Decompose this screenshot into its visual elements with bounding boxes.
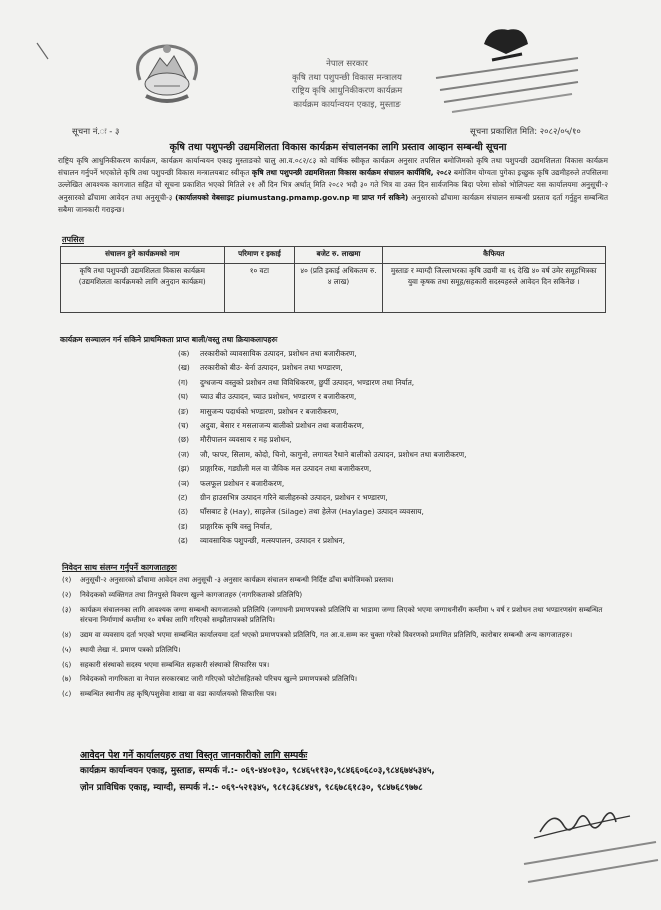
office-stamp-icon: [432, 18, 582, 118]
documents-list: [62, 575, 612, 704]
item-label: (७): [62, 674, 72, 684]
item-text: ग्रीन हाउसभित्र उत्पादन गरिने बालीहरुको उत्पादन, प्रशोधन र भण्डारण,: [200, 492, 388, 502]
tapsil-heading: तपसिल: [62, 235, 85, 244]
list-item: [178, 477, 467, 491]
list-item: [62, 630, 612, 641]
list-item: [62, 590, 612, 601]
item-text: कार्यक्रम संचालनका लागि आवश्यक जग्गा सम्बन्धी कागजातको प्रतिलिपि (जग्गाधनी प्रमाणपत्रको प्रतिलिपि वा भाडामा जग्गा लिएको भएमा जग्गाधनीसँग कम्तीमा ५ वर्ष र प्रशोधन तथा भण्डारणसंग सम्बन्धित संरचना निर्माणार्थ कम्तीमा १० वर्षका लागि गरिएको सम्झौतापत्रको प्रतिलिपि।: [80, 604, 603, 625]
item-text: सम्बन्धित स्थानीय तह कृषि/पशुसेवा शाखा वा वडा कार्यालयको सिफारिस पत्र।: [80, 689, 277, 699]
column-header: संचालन हुने कार्यक्रमको नाम: [61, 247, 225, 264]
list-item: [178, 534, 467, 548]
item-text: दुग्धजन्य वस्तुको प्रशोधन तथा विविधिकरण, छुर्पी उत्पादन, भण्डारण तथा निर्यात,: [200, 377, 415, 387]
item-text: तरकारीको व्यावसायिक उत्पादन, प्रशोधन तथा बजारीकरण,: [200, 349, 357, 358]
activities-list: [178, 347, 467, 548]
header-line: राष्ट्रिय कृषि आधुनिकीकरण कार्यक्रम: [291, 86, 403, 96]
header-line: नेपाल सरकार: [326, 59, 368, 69]
list-item: [178, 405, 467, 419]
item-label: (२): [62, 589, 72, 599]
office-header: [262, 58, 432, 112]
item-text: च्याउ बीउ उत्पादन, च्याउ प्रशोधन, भण्डारण र बजारीकरण,: [200, 392, 357, 402]
item-label: (छ): [178, 435, 189, 445]
item-label: (५): [62, 644, 72, 654]
notice-number: सूचना नं.ः - ३: [72, 127, 120, 137]
list-item: [178, 376, 467, 390]
item-text: मौरीपालन व्यवसाय र मह प्रशोधन,: [200, 435, 292, 445]
item-label: (ढ): [178, 536, 188, 546]
intro-text: बमोजिम योग्यता पुगेका इच्छुक कृषि उद्यमीहरुले तपसिलमा उल्लेखित आवश्यक कागजात सहित यो सूचना प्रकाशित भएको मितिले २१ औं दिन भित्र अर्थात् मिति २०८२ भदौ ३० गते भित्र वा उक्त दिन सार्वजनिक बिदा परेमा सोको भोलिपल्ट यस कार्यालयमा अनुसूची-२ अनुसारको ढाँचामा आवेदन तथा अनुसूची-३: [58, 168, 608, 202]
table-cell: ४० (प्रति इकाई अधिकतम रु. ४ लाख): [295, 264, 382, 313]
signature-stamp-icon: [520, 802, 660, 902]
column-header: कैफियत: [382, 247, 605, 264]
column-header: परिमाण र इकाई: [224, 247, 295, 264]
intro-bold: कृषि तथा पशुपन्छी उद्यमशिलता विकास कार्यक्रम संचालन कार्यविधि, २०८२: [251, 168, 452, 178]
item-text: मासुजन्य पदार्थको भण्डारण, प्रशोधन र बजारीकरण,: [200, 406, 339, 416]
list-item: [62, 689, 612, 700]
table-header-row: [61, 247, 606, 264]
item-label: (ङ): [178, 406, 189, 416]
list-item: [178, 491, 467, 505]
item-label: (झ): [178, 464, 190, 474]
list-item: [178, 390, 467, 404]
notice-title: कृषि तथा पशुपन्छी उद्यमशिलता विकास कार्यक्रम संचालनका लागि प्रस्ताव आव्हान सम्बन्धी सूचना: [169, 142, 507, 153]
item-text: जौ, फापर, सिलाम, कोदो, चिनो, कागुनो, लगायत रैथाने बालीको उत्पादन, प्रशोधन तथा बजारीकरण,: [200, 449, 467, 459]
table-cell: मुस्ताङ र म्याग्दी जिल्लाभरका कृषि उद्यमी वा १६ देखि ४० वर्ष उमेर समूहभित्रका युवा कृषक तथा समूह/सहकारी सदस्यहरुले आवेदन दिन सकिनेछ ।: [382, 264, 605, 313]
item-text: फलफूल प्रशोधन र बजारीकरण,: [200, 478, 285, 488]
item-text: सहकारी संस्थाको सदस्य भएमा सम्बन्धित सहकारी संस्थाको सिफारिस पत्र।: [80, 659, 270, 669]
contact-line: ज़ोन प्राविधिक एकाइ, म्याग्दी, सम्पर्क नं.:- ०६९-५२१३४५, ९८१८३६८४४९, ९८६७८६१८३०, ९८४७६८९७७८: [80, 783, 423, 793]
item-text: घाँसबाट हे (Hay), साइलेज (Silage) तथा हेलेज (Haylage) उत्पादन व्यवसाय,: [200, 507, 424, 517]
item-label: (ज): [178, 449, 190, 459]
list-item: [62, 605, 612, 626]
header-line: कार्यक्रम कार्यान्वयन एकाइ, मुस्ताङ: [293, 99, 401, 110]
list-item: [62, 674, 612, 685]
item-label: (८): [62, 689, 72, 699]
list-item: [178, 520, 467, 534]
list-item: [62, 660, 612, 671]
item-label: (च): [178, 420, 189, 430]
item-label: (ठ): [178, 507, 189, 517]
activities-title: कार्यक्रम सञ्चालन गर्न सकिने प्राथमिकता प्राप्त बाली/वस्तु तथा क्रियाकलापहरुः: [60, 335, 278, 344]
item-label: (ट): [178, 492, 188, 502]
item-text: प्राङ्गारिक कृषि वस्तु निर्यात,: [200, 521, 273, 531]
item-text: प्राङ्गारिक, गड्यौली मल वा जैविक मल उत्पादन तथा बजारीकरण,: [200, 464, 372, 474]
item-label: (१): [62, 575, 72, 584]
publish-date: सूचना प्रकाशित मिति: २०८२/०५/१०: [470, 127, 581, 137]
list-item: [178, 462, 467, 476]
table-cell: कृषि तथा पशुपन्छी उद्यमशिलता विकास कार्यक्रम (उद्यमशिलता कार्यक्रमको लागि अनुदान कार्यक्रम): [61, 264, 225, 313]
list-item: [178, 448, 467, 462]
list-item: [178, 347, 467, 361]
intro-paragraph: [58, 155, 608, 216]
contact-title: आवेदन पेश गर्ने कार्यालयहरु तथा विस्तृत जानकारीको लागि सम्पर्कः: [80, 750, 308, 761]
item-label: (६): [62, 659, 72, 669]
documents-title: निवेदन साथ संलग्न गर्नुपर्ने कागजातहरुः: [62, 563, 177, 572]
header-line: कृषि तथा पशुपन्छी विकास मन्त्रालय: [292, 72, 402, 83]
pen-mark-icon: [36, 42, 50, 60]
item-text: अदुवा, बेसार र मसलाजन्य बालीको प्रशोधन तथा बजारीकरण,: [200, 420, 365, 430]
intro-bold: (कार्यालयको वेबसाइट piumustang.pmamp.gov.np मा प्राप्त गर्न सकिने): [175, 192, 409, 202]
list-item: [178, 419, 467, 433]
item-label: (ग): [178, 377, 188, 387]
list-item: [62, 575, 612, 586]
item-label: (ञ): [178, 478, 190, 488]
program-table: [60, 246, 606, 313]
list-item: [178, 361, 467, 375]
item-text: निवेदकको व्यक्तिगत तथा तिनपुस्ते विवरण खुल्ने कागजातहरु (नागरिकताको प्रतिलिपि): [80, 589, 303, 599]
contact-line: कार्यक्रम कार्यान्वयन एकाइ, मुस्ताङ, सम्पर्क नं.:- ०६९-४४०१३०, ९८४६५११३०,९८४६६०६८०३,९८४६७४५३४५,: [80, 766, 435, 776]
intro-text: राष्ट्रिय कृषि आधुनिकीकरण कार्यक्रम, कार्यक्रम कार्यान्वयन एकाइ मुस्ताङको चालु आ.व.०८२/८३ को वार्षिक स्वीकृत कार्यक्रम अनुसार तपसिल बमोजिमको कृषि तथा पशुपन्छी उद्यमशिलता विकास कार्यक्रम संचालन गर्नुपर्ने भएकोले कृषि तथा पशुपन्छी विकास मन्त्रालयबाट स्वीकृत: [58, 156, 608, 178]
item-text: व्यावसायिक पशुपन्छी, मत्स्यपालन, उत्पादन र प्रशोधन,: [200, 536, 345, 546]
item-text: उद्यम वा व्यवसाय दर्ता भएको भएमा सम्बन्धित कार्यालयमा दर्ता भएको प्रमाणपत्रको प्रतिलिपि, गत आ.व.सम्म कर चुक्ता गरेको विवरणको प्रमाणित प्रतिलिपि, कारोबार सम्बन्धी अन्य कागजातहरु।: [80, 629, 573, 639]
item-label: (क): [178, 349, 190, 358]
item-label: (ख): [178, 363, 190, 373]
list-item: [178, 433, 467, 447]
item-label: (४): [62, 629, 72, 639]
table-row: [61, 264, 606, 313]
list-item: [62, 645, 612, 656]
column-header: बजेट रु. लाखमा: [295, 247, 382, 264]
table-cell: १० वटा: [224, 264, 295, 313]
item-label: (३): [62, 604, 72, 614]
item-label: (ड): [178, 521, 188, 531]
item-text: निवेदकको नागरिकता वा नेपाल सरकारबाट जारी गरिएको फोटोसहितको परिचय खुल्ने प्रमाणपत्रको प्रतिलिपि।: [80, 674, 358, 684]
item-text: अनुसूची-२ अनुसारको ढाँचामा आवेदन तथा अनुसूची -३ अनुसार कार्यक्रम संचालन सम्बन्धी निर्दिष्ट ढाँचा बमोजिमको प्रस्ताव।: [80, 575, 394, 584]
item-label: (घ): [178, 392, 189, 402]
intro-text: अनुसारको ढाँचामा कार्यक्रम संचालन सम्बन्धी प्रस्ताव दर्ता गर्नुहुन सम्बन्धित सबैमा जानकारी गराइन्छ।: [58, 192, 608, 214]
item-text: स्थायी लेखा नं. प्रमाण पत्रको प्रतिलिपि।: [80, 644, 181, 654]
item-text: तरकारीको बीउ- बेर्ना उत्पादन, प्रशोधन तथा भण्डारण,: [200, 363, 343, 373]
list-item: [178, 505, 467, 519]
nepal-emblem-icon: [128, 40, 206, 112]
